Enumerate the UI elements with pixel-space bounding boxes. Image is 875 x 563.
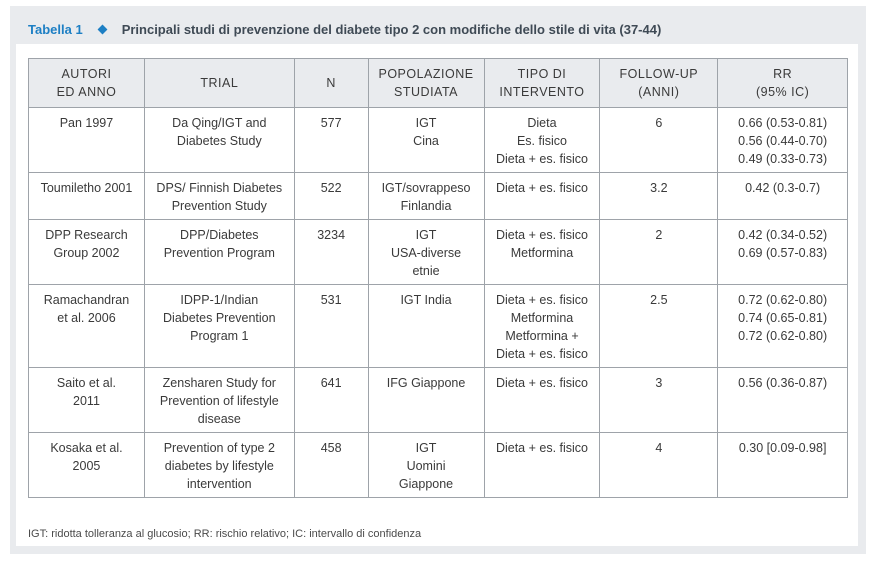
cell-text: Metformina — [510, 311, 574, 325]
table-row — [29, 285, 848, 368]
cell-intervento — [484, 108, 600, 173]
cell-text: Prevention of type 2 — [163, 441, 275, 455]
header-text: STUDIATA — [394, 85, 459, 99]
cell-n: 641 — [294, 368, 368, 433]
header-text: INTERVENTO — [499, 85, 585, 99]
header-row — [29, 59, 848, 108]
cell-rr — [718, 220, 848, 285]
cell-n: 458 — [294, 433, 368, 498]
cell-text: IGT India — [400, 293, 452, 307]
cell-text: Giappone — [398, 477, 454, 491]
table-body — [29, 108, 848, 498]
studies-table — [28, 58, 848, 498]
table-footnote: IGT: ridotta tolleranza al glucosio; RR: rischio relativo; IC: intervallo di confidenza — [28, 528, 422, 540]
header-text: N — [326, 76, 336, 90]
cell-popolazione — [368, 433, 484, 498]
header-text: TIPO DI — [517, 67, 567, 81]
cell-text: DPP Research — [45, 228, 128, 242]
col-rr-header — [718, 59, 848, 108]
cell-text: Dieta + es. fisico — [495, 347, 588, 361]
cell-text: Uomini — [406, 459, 446, 473]
cell-text: Zensharen Study for — [162, 376, 276, 390]
cell-intervento — [484, 220, 600, 285]
header-text: TRIAL — [200, 76, 239, 90]
cell-text: Es. fisico — [516, 134, 567, 148]
header-text: ED ANNO — [56, 85, 117, 99]
cell-text: IFG Giappone — [386, 376, 466, 390]
cell-text: IGT — [415, 228, 437, 242]
cell-text: Dieta + es. fisico — [495, 152, 588, 166]
cell-intervento — [484, 433, 600, 498]
cell-text: Dieta + es. fisico — [495, 181, 588, 195]
cell-text: Kosaka et al. — [50, 441, 123, 455]
header-text: (ANNI) — [638, 85, 680, 99]
cell-text: Toumiletho 2001 — [40, 181, 133, 195]
cell-popolazione — [368, 108, 484, 173]
cell-text: DPS/ Finnish Diabetes — [156, 181, 283, 195]
diamond-icon — [97, 24, 107, 34]
cell-text: Da Qing/IGT and — [172, 116, 267, 130]
cell-intervento — [484, 285, 600, 368]
cell-text: 0.56 (0.36-0.87) — [738, 376, 828, 390]
cell-followup: 3 — [600, 368, 718, 433]
cell-n: 577 — [294, 108, 368, 173]
cell-text: Prevention Program — [163, 246, 275, 260]
cell-trial — [144, 285, 294, 368]
cell-popolazione — [368, 220, 484, 285]
cell-text: Diabetes Study — [176, 134, 262, 148]
table-caption — [16, 14, 858, 44]
cell-text: Metformina + — [505, 329, 579, 343]
cell-text: Pan 1997 — [59, 116, 114, 130]
cell-trial — [144, 368, 294, 433]
cell-text: 2005 — [72, 459, 101, 473]
cell-followup: 6 — [600, 108, 718, 173]
cell-text: Ramachandran — [43, 293, 130, 307]
cell-text: IGT/sovrappeso — [381, 181, 471, 195]
cell-trial — [144, 433, 294, 498]
cell-text: Dieta + es. fisico — [495, 376, 588, 390]
cell-autori — [29, 285, 145, 368]
cell-text: Cina — [413, 134, 439, 148]
table-title: Principali studi di prevenzione del diabete tipo 2 con modifiche dello stile di vita (37-44) — [121, 21, 662, 37]
cell-text: 0.42 (0.34-0.52) — [738, 228, 828, 242]
cell-followup: 2 — [600, 220, 718, 285]
cell-text: Finlandia — [400, 199, 452, 213]
cell-followup: 4 — [600, 433, 718, 498]
cell-text: IGT — [415, 116, 437, 130]
cell-text: 0.42 (0.3-0.7) — [745, 181, 821, 195]
col-n-header — [294, 59, 368, 108]
cell-text: 0.69 (0.57-0.83) — [738, 246, 828, 260]
cell-text: Metformina — [510, 246, 574, 260]
table-row — [29, 433, 848, 498]
cell-text: 0.66 (0.53-0.81) — [738, 116, 828, 130]
col-trial-header — [144, 59, 294, 108]
header-text: POPOLAZIONE — [378, 67, 474, 81]
cell-followup: 3.2 — [600, 173, 718, 220]
cell-text: intervention — [187, 477, 252, 491]
cell-n: 531 — [294, 285, 368, 368]
cell-popolazione — [368, 173, 484, 220]
cell-text: Dieta + es. fisico — [495, 293, 588, 307]
cell-autori — [29, 368, 145, 433]
header-text: RR — [773, 67, 793, 81]
cell-text: 0.72 (0.62-0.80) — [738, 293, 828, 307]
table-row — [29, 108, 848, 173]
cell-popolazione — [368, 285, 484, 368]
col-intervento-header — [484, 59, 600, 108]
cell-text: Prevention of lifestyle — [159, 394, 279, 408]
cell-n: 522 — [294, 173, 368, 220]
cell-text: USA-diverse — [390, 246, 462, 260]
cell-n: 3234 — [294, 220, 368, 285]
cell-text: Dieta — [527, 116, 557, 130]
cell-text: Group 2002 — [53, 246, 120, 260]
cell-text: Dieta + es. fisico — [495, 228, 588, 242]
cell-text: diabetes by lifestyle — [164, 459, 274, 473]
cell-rr — [718, 433, 848, 498]
cell-text: 0.30 [0.09-0.98] — [738, 441, 827, 455]
cell-autori — [29, 220, 145, 285]
cell-autori — [29, 108, 145, 173]
cell-intervento — [484, 368, 600, 433]
table-panel — [16, 14, 858, 546]
cell-text: 0.56 (0.44-0.70) — [738, 134, 828, 148]
cell-text: 2011 — [73, 394, 100, 408]
cell-text: IGT — [415, 441, 437, 455]
cell-rr — [718, 285, 848, 368]
cell-text: Prevention Study — [171, 199, 267, 213]
table-frame — [10, 6, 866, 554]
col-followup-header — [600, 59, 718, 108]
cell-trial — [144, 108, 294, 173]
cell-rr — [718, 108, 848, 173]
cell-text: Saito et al. — [56, 376, 116, 390]
col-autori-header — [29, 59, 145, 108]
col-popolazione-header — [368, 59, 484, 108]
cell-text: Dieta + es. fisico — [495, 441, 588, 455]
header-text: FOLLOW-UP — [619, 67, 699, 81]
cell-text: IDPP-1/Indian — [180, 293, 259, 307]
cell-trial — [144, 173, 294, 220]
cell-text: DPP/Diabetes — [180, 228, 259, 242]
cell-trial — [144, 220, 294, 285]
cell-text: Diabetes Prevention — [163, 311, 276, 325]
cell-autori — [29, 433, 145, 498]
cell-rr — [718, 173, 848, 220]
cell-rr — [718, 368, 848, 433]
table-row — [29, 173, 848, 220]
table-row — [29, 220, 848, 285]
cell-text: disease — [197, 412, 241, 426]
cell-text: et al. 2006 — [57, 311, 116, 325]
cell-text: 0.74 (0.65-0.81) — [738, 311, 828, 325]
cell-popolazione — [368, 368, 484, 433]
cell-text: 0.72 (0.62-0.80) — [738, 329, 828, 343]
header-text: (95% IC) — [755, 85, 810, 99]
table-row — [29, 368, 848, 433]
cell-text: etnie — [412, 264, 440, 278]
header-text: AUTORI — [61, 67, 112, 81]
table-label: Tabella 1 — [28, 21, 83, 37]
cell-text: 0.49 (0.33-0.73) — [738, 152, 828, 166]
cell-autori — [29, 173, 145, 220]
cell-text: Program 1 — [190, 329, 249, 343]
cell-intervento — [484, 173, 600, 220]
cell-followup: 2.5 — [600, 285, 718, 368]
